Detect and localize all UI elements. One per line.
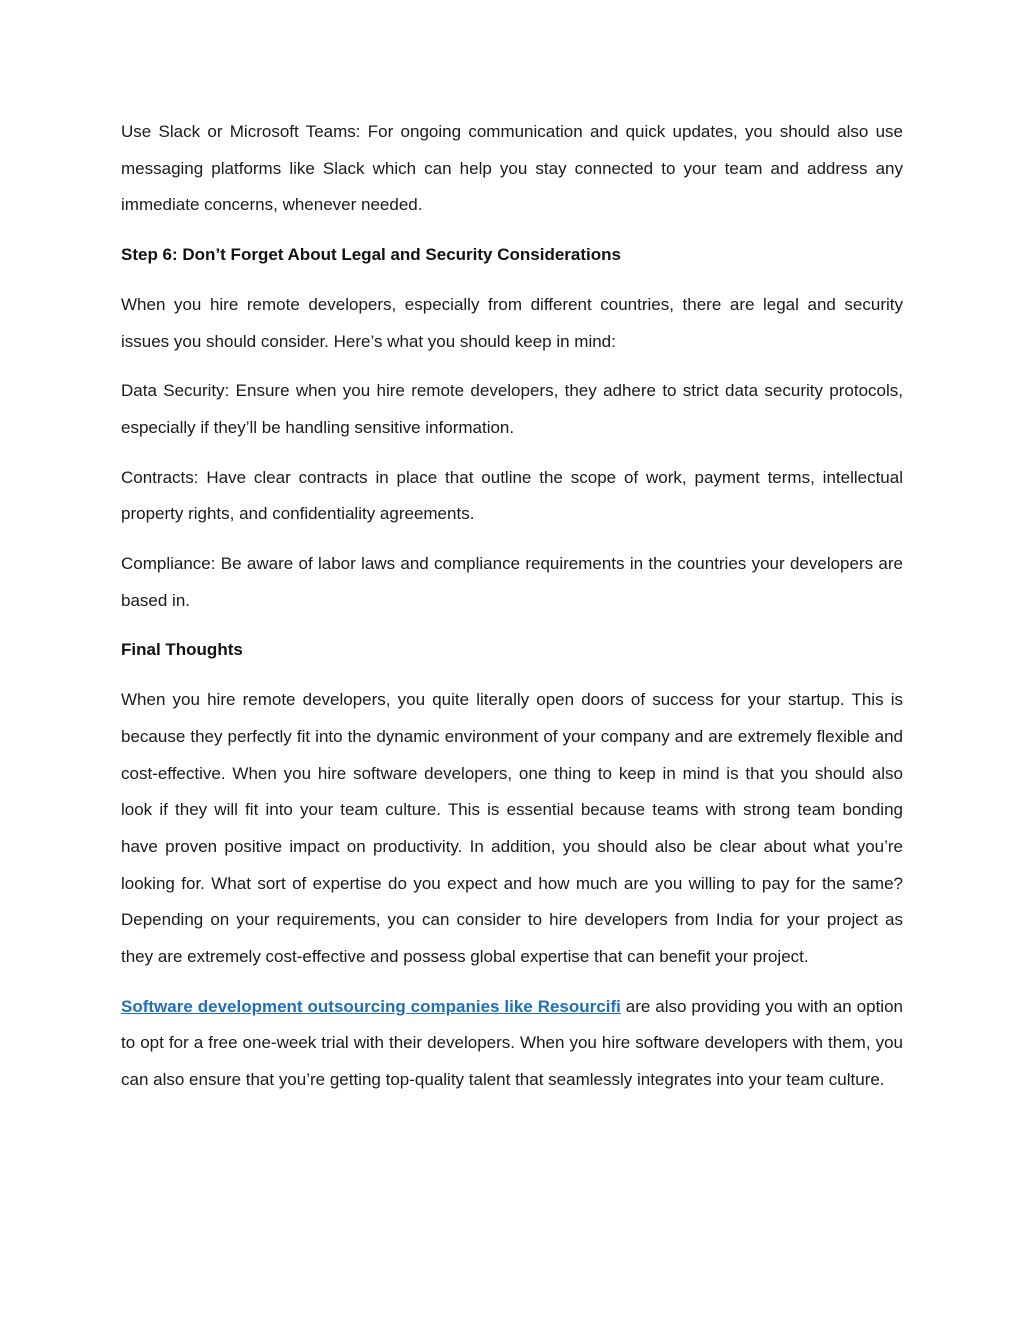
document-body <box>121 114 903 1112</box>
paragraph-final-thoughts: When you hire remote developers, you quite literally open doors of success for your startup. This is because they perfectly fit into the dynamic environment of your company and are extremely flexible and cost-effective. When you hire software developers, one thing to keep in mind is that you should also look if they will fit into your team culture. This is essential because teams with strong team bonding have proven positive impact on productivity. In addition, you should also be clear about what you’re looking for. What sort of expertise do you expect and how much are you willing to pay for the same? Depending on your requirements, you can consider to hire developers from India for your project as they are extremely cost-effective and possess global expertise that can benefit your project. <box>121 690 903 967</box>
paragraph-legal-security-intro: When you hire remote developers, especially from different countries, there are legal and security issues you should consider. Here’s what you should keep in mind: <box>121 294 903 351</box>
heading-step-6: Step 6: Don’t Forget About Legal and Security Considerations <box>121 245 621 265</box>
paragraph-data-security: Data Security: Ensure when you hire remote developers, they adhere to strict data security protocols, especially if they’ll be handling sensitive information. <box>121 381 903 437</box>
paragraph-outsourcing-text: are also providing you with an option to opt for a free one-week trial with their developers. When you hire software developers with them, you can also ensure that you’re getting top-quality talent that seamlessly integrates into your team culture. <box>121 996 903 1090</box>
heading-final-thoughts: Final Thoughts <box>121 640 243 660</box>
paragraph-contracts: Contracts: Have clear contracts in place that outline the scope of work, payment terms, intellectual property rights, and confidentiality agreements. <box>121 467 903 524</box>
paragraph-slack-teams: Use Slack or Microsoft Teams: For ongoing communication and quick updates, you should also use messaging platforms like Slack which can help you stay connected to your team and address any immediate concerns, whenever needed. <box>121 122 903 215</box>
resourcifi-link[interactable]: Software development outsourcing companies like Resourcifi <box>121 996 621 1016</box>
paragraph-compliance: Compliance: Be aware of labor laws and compliance requirements in the countries your developers are based in. <box>121 554 903 610</box>
paragraph-outsourcing <box>121 989 903 1099</box>
